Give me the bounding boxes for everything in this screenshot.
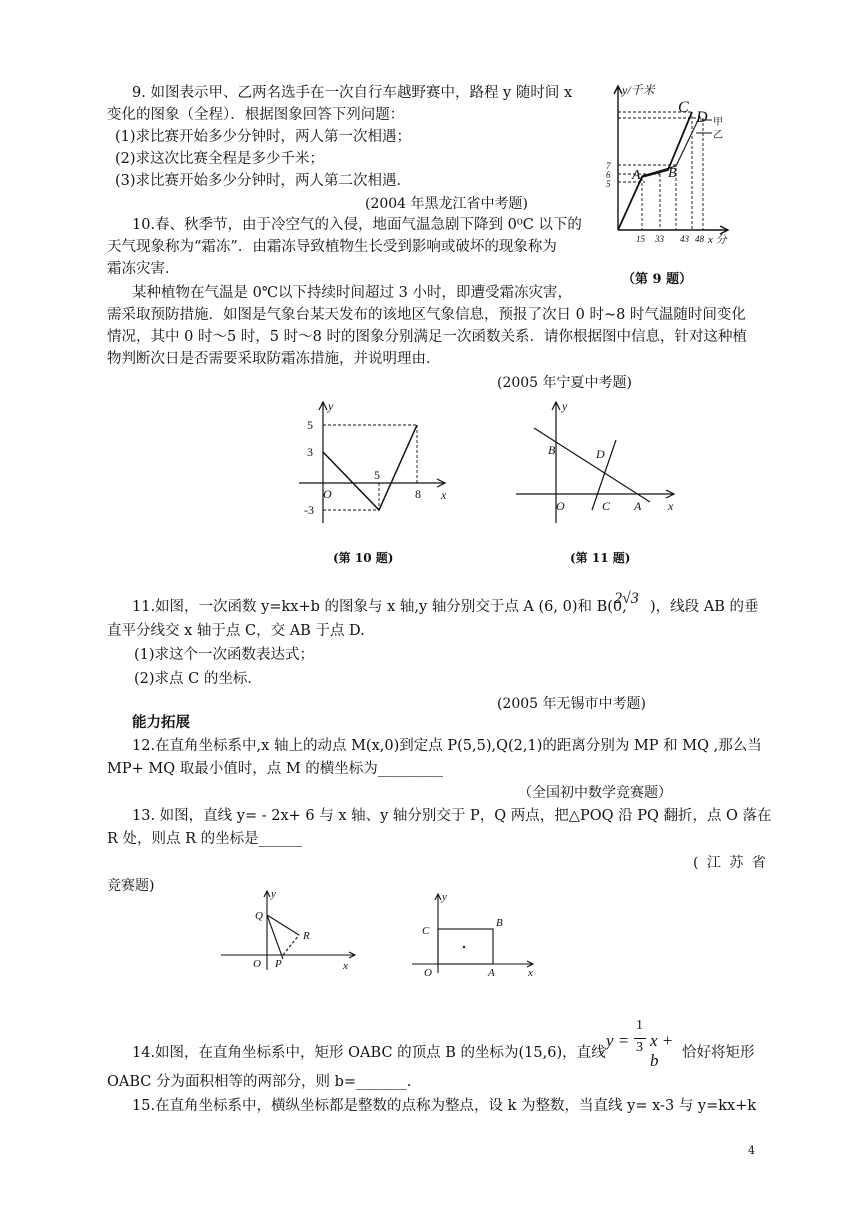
figure-11-graph [512, 398, 682, 528]
fig13-label-y: y [271, 888, 276, 900]
q14-line1b: 恰好将矩形 [682, 1045, 755, 1061]
q14-formula-num: 1 [636, 1018, 643, 1033]
q14-formula-rhs: x + b [650, 1031, 674, 1070]
section-title: 能力拓展 [132, 714, 190, 731]
fig11-y-label: y [562, 399, 568, 413]
fig10-y-label: y [328, 399, 334, 413]
q12-line1: 12.在直角坐标系中,x 轴上的动点 M(x,0)到定点 P(5,5),Q(2,1)的距离分别为 MP 和 MQ ,那么当 [132, 738, 762, 754]
fig10-label-x8: 8 [415, 487, 421, 501]
fig11-label-A: A [634, 499, 642, 513]
q13-line2: R 处，则点 R 的坐标是______ [107, 831, 303, 847]
q12-source: （全国初中数学竞赛题） [518, 785, 672, 801]
q11-radical: 2√3 [614, 590, 639, 607]
q10-line4: 某种植物在气温是 0℃以下持续时间超过 3 小时，即遭受霜冻灾害， [132, 285, 572, 301]
q9-line1: 9. 如图表示甲、乙两名选手在一次自行车越野赛中，路程 y 随时间 x [132, 85, 573, 101]
fig11-label-D: D [596, 447, 605, 461]
fig13-label-O: O [253, 958, 261, 970]
figure-14-graph [408, 888, 543, 978]
q10-line7: 物判断次日是否需要采取防霜冻措施，并说明理由． [107, 351, 441, 367]
fig14-label-x: x [528, 967, 533, 978]
fig9-x-label: x 分 [708, 234, 727, 245]
figure-10-caption: (第 10 题) [333, 551, 394, 565]
q11-line1a: 11.如图，一次函数 y=kx+b 的图象与 x 轴,y 轴分别交于点 A (6, 0)和 B(0, [132, 599, 627, 615]
fig14-label-A: A [488, 967, 495, 978]
fig11-x-label: x [668, 499, 674, 513]
q13-line1: 13. 如图，直线 y= - 2x+ 6 与 x 轴、y 轴分别交于 P，Q 两点，把△POQ 沿 PQ 翻折，点 O 落在 [132, 808, 772, 824]
fig13-label-R: R [303, 930, 310, 942]
q9-sub3: (3)求比赛开始多少分钟时，两人第二次相遇． [115, 173, 412, 189]
fig9-y-label: y/千米 [622, 83, 655, 97]
q10-line3: 霜冻灾害． [107, 261, 180, 277]
fig10-label-y5: 5 [307, 418, 313, 432]
q13-source-b: 竞赛题) [107, 878, 155, 894]
fig9-xtick-33: 33 [655, 234, 664, 244]
q10-line1: 10.春、秋季节，由于冷空气的入侵，地面气温急剧下降到 0⁰C 以下的 [132, 217, 582, 233]
fig14-label-B: B [496, 917, 503, 929]
fig9-point-D: D [696, 109, 708, 126]
fig10-x-label: x [441, 488, 447, 502]
q10-line2: 天气现象称为“霜冻”．由霜冻导致植物生长受到影响或破坏的现象称为 [107, 239, 557, 255]
q14-formula-den: 3 [636, 1040, 643, 1055]
q10-line6: 情况，其中 0 时～5 时，5 时～8 时的图象分别满足一次函数关系．请你根据图中信息，针对这种植 [107, 329, 747, 345]
fig9-xtick-48: 48 [695, 234, 704, 244]
fig9-legend-jia: 甲 [713, 117, 723, 128]
q11-line2: 直平分线交 x 轴于点 C，交 AB 于点 D. [107, 623, 365, 639]
fig9-ytick-5: 5 [606, 179, 611, 189]
fig9-point-A: A [632, 168, 641, 183]
fig10-label-ym3: -3 [304, 503, 314, 517]
fig11-label-O: O [556, 499, 565, 513]
fig9-ytick-7: 7 [606, 161, 611, 171]
fig10-label-y3: 3 [307, 445, 313, 459]
q11-source: (2005 年无锡市中考题) [497, 696, 647, 712]
q11-sub1: (1)求这个一次函数表达式； [134, 647, 315, 663]
fig14-label-y: y [442, 891, 447, 903]
q9-source: (2004 年黑龙江省中考题) [365, 196, 529, 212]
fig14-label-C: C [422, 925, 430, 937]
q10-line5: 需采取预防措施．如图是气象台某天发布的该地区气象信息，预报了次日 0 时~8 时气温随时间变化 [107, 307, 746, 323]
figure-13-graph [215, 885, 365, 975]
fig14-label-O: O [424, 967, 432, 978]
fig9-xtick-15: 15 [636, 234, 645, 244]
fig10-origin: O [323, 487, 332, 501]
fig11-label-B: B [548, 443, 556, 457]
q9-sub2: (2)求这次比赛全程是多少千米； [115, 151, 325, 167]
q12-line2: MP+ MQ 取最小值时，点 M 的横坐标为_________ [107, 761, 444, 777]
fig9-legend-yi: 乙 [713, 130, 723, 141]
fig13-label-x: x [343, 960, 348, 972]
q11-sub2: (2)求点 C 的坐标． [134, 671, 262, 687]
q14-line2: OABC 分为面积相等的两部分，则 b=_______. [107, 1074, 412, 1090]
q15-line1: 15.在直角坐标系中，横纵坐标都是整数的点称为整点，设 k 为整数，当直线 y= x-3 与 y=kx+k [132, 1098, 757, 1114]
fig9-ytick-6: 6 [606, 170, 611, 180]
figure-9-graph [600, 80, 745, 245]
q14-formula-lhs: y = [606, 1031, 630, 1050]
fig9-point-C: C [678, 99, 689, 116]
figure-10-graph [295, 398, 455, 528]
fig11-label-C: C [602, 499, 611, 513]
q14-line1: 14.如图，在直角坐标系中，矩形 OABC 的顶点 B 的坐标为(15,6)，直线 [132, 1045, 606, 1061]
fig10-label-x5: 5 [374, 468, 380, 482]
fig13-label-Q: Q [255, 910, 263, 922]
figure-11-caption: (第 11 题) [570, 551, 631, 565]
q11-line1b: )，线段 AB 的垂 [650, 599, 759, 615]
q9-line2: 变化的图象（全程）．根据图象回答下列问题： [107, 107, 405, 123]
fig13-label-P: P [275, 958, 282, 970]
q10-source: (2005 年宁夏中考题) [497, 375, 633, 391]
fig9-point-B: B [668, 166, 677, 181]
fig9-xtick-43: 43 [680, 234, 689, 244]
q14-formula-bar [634, 1038, 646, 1039]
figure-9-caption: （第 9 题） [622, 272, 693, 287]
q13-source-a: ( 江 苏 省 [693, 855, 768, 871]
q9-sub1: (1)求比赛开始多少分钟时，两人第一次相遇； [115, 129, 412, 145]
page-number: 4 [748, 1144, 755, 1157]
q14-formula [606, 1018, 686, 1070]
